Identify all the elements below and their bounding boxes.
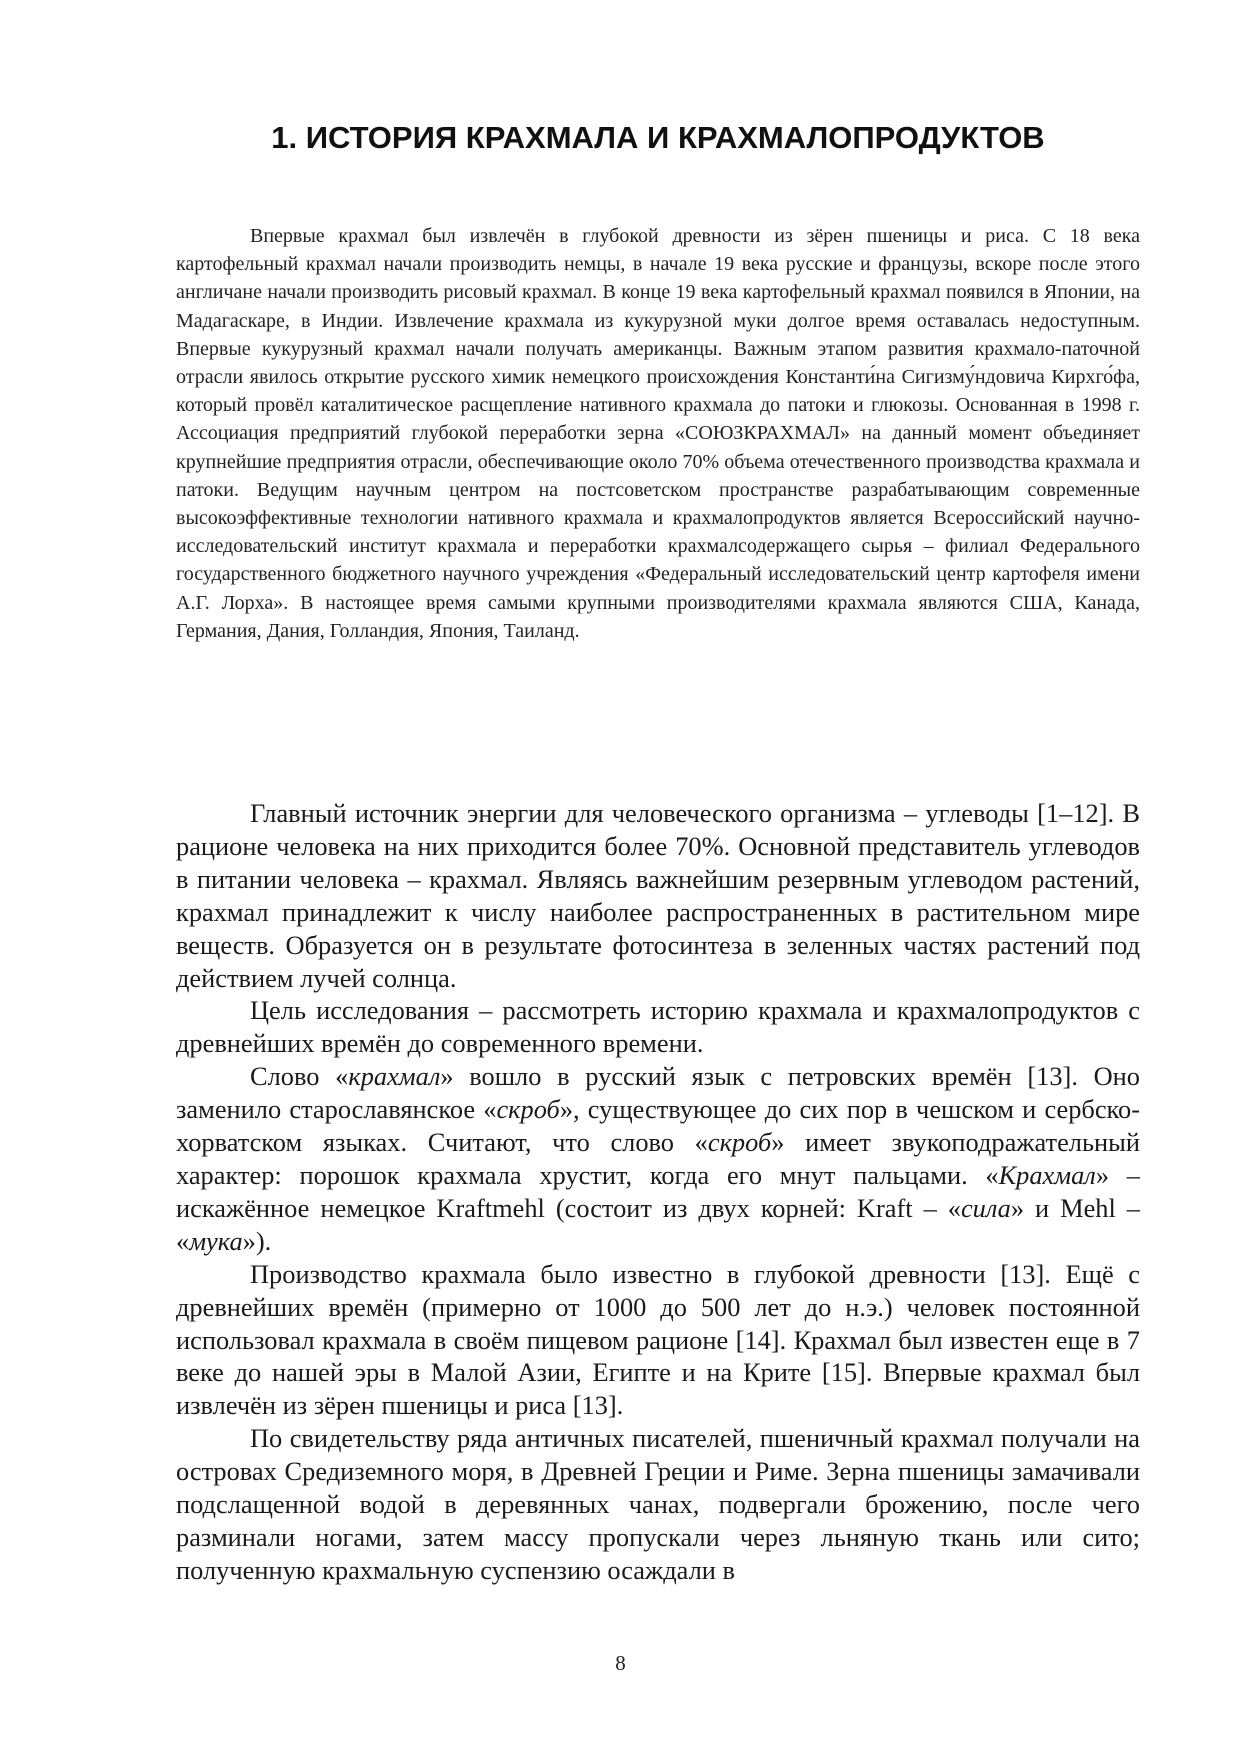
abstract [176, 222, 1140, 645]
body-paragraph [176, 797, 1140, 994]
body-paragraph [176, 1060, 1140, 1257]
italic-term: скроб [707, 1127, 772, 1158]
body-paragraph [176, 994, 1140, 1060]
text-segment: Цель исследования – рассмотреть историю крахмала и крахмалопродуктов с древнейших времён до современного времени. [176, 995, 1140, 1059]
body-text [176, 797, 1140, 1587]
text-segment: » имеет звукоподражательный характер: порошок крахмала хрустит, когда его мнут пальцами. « [176, 1127, 1140, 1190]
italic-term: крахмал [348, 1061, 441, 1092]
chapter-title: 1. ИСТОРИЯ КРАХМАЛА И КРАХМАЛОПРОДУКТОВ [271, 120, 1045, 155]
italic-term: скроб [496, 1094, 560, 1125]
body-paragraph [176, 1422, 1140, 1587]
body-paragraph [176, 1258, 1140, 1423]
text-segment: Производство крахмала было известно в глубокой древности [13]. Ещё с древнейших времён (примерно от 1000 до 500 лет до н.э.) человек постоянной использовал крахмала в своём пищевом рационе [14]. Крахмал был известен еще в 7 веке до нашей эры в Малой Азии, Египте и на Крите [15]. Впервые крахмал был извлечён из зёрен пшеницы и риса [13]. [176, 1258, 1140, 1421]
italic-term: сила [960, 1192, 1011, 1223]
text-segment: Слово « [250, 1061, 349, 1092]
text-segment: » вошло в русский язык с петровских времён [13]. Оно заменило старославянское « [176, 1061, 1140, 1125]
text-segment: » и Mehl – « [176, 1192, 1141, 1256]
text-segment: По свидетельству ряда античных писателей, пшеничный крахмал получали на островах Средиземного моря, в Древней Греции и Риме. Зерна пшеницы замачивали подслащенной водой в деревянных чанах, подвергали брожению, после чего разминали ногами, затем массу пропускали через льняную ткань или сито; полученную крахмальную суспензию осаждали в [176, 1423, 1140, 1585]
italic-term: Крахмал [998, 1159, 1096, 1190]
text-segment: » – искажённое немецкое Kraftmehl (состоит из двух корней: Kraft – « [176, 1159, 1140, 1223]
page-number: 8 [615, 1651, 626, 1675]
text-segment: », существующее до сих пор в чешском и сербско-хорватском языках. Считают, что слово « [176, 1094, 1140, 1158]
abstract-paragraph: Впервые крахмал был извлечён в глубокой древности из зёрен пшеницы и риса. С 18 века картофельный крахмал начали производить немцы, в начале 19 века русские и французы, вскоре после этого англичане начали производить рисовый крахмал. В конце 19 века картофельный крахмал появился в Японии, на Мадагаскаре, в Индии. Извлечение крахмала из кукурузной муки долгое время оставалась недоступным. Впервые кукурузный крахмал начали получать американцы. Важным этапом развития крахмало-паточной отрасли явилось открытие русского химик немецкого происхождения Константи́на Сигизму́ндовича Кирхго́фа, который провёл каталитическое расщепление нативного крахмала до патоки и глюкозы. Основанная в 1998 г. Ассоциация предприятий глубокой переработки зерна «СОЮЗКРАХМАЛ» на данный момент объединяет крупнейшие предприятия отрасли, обеспечивающие около 70% объема отечественного производства крахмала и патоки. Ведущим научным центром на постсоветском пространстве разрабатывающим современные высокоэффективные технологии нативного крахмала и крахмалопродуктов является Всероссийский научно-исследовательский институт крахмала и переработки крахмалсодержащего сырья – филиал Федерального государственного бюджетного научного учреждения «Федеральный исследовательский центр картофеля имени А.Г. Лорха». В настоящее время самыми крупными производителями крахмала являются США, Канада, Германия, Дания, Голландия, Япония, Таиланд. [176, 225, 1140, 642]
text-segment: Главный источник энергии для человеческого организма – углеводы [1–12]. В рационе человека на них приходится более 70%. Основной представитель углеводов в питании человека – крахмал. Являясь важнейшим резервным углеводом растений, крахмал принадлежит к числу наиболее распространенных в растительном мире веществ. Образуется он в результате фотосинтеза в зеленных частях растений под действием лучей солнца. [176, 798, 1140, 993]
italic-term: мука [189, 1225, 243, 1256]
text-segment: »). [242, 1225, 272, 1256]
